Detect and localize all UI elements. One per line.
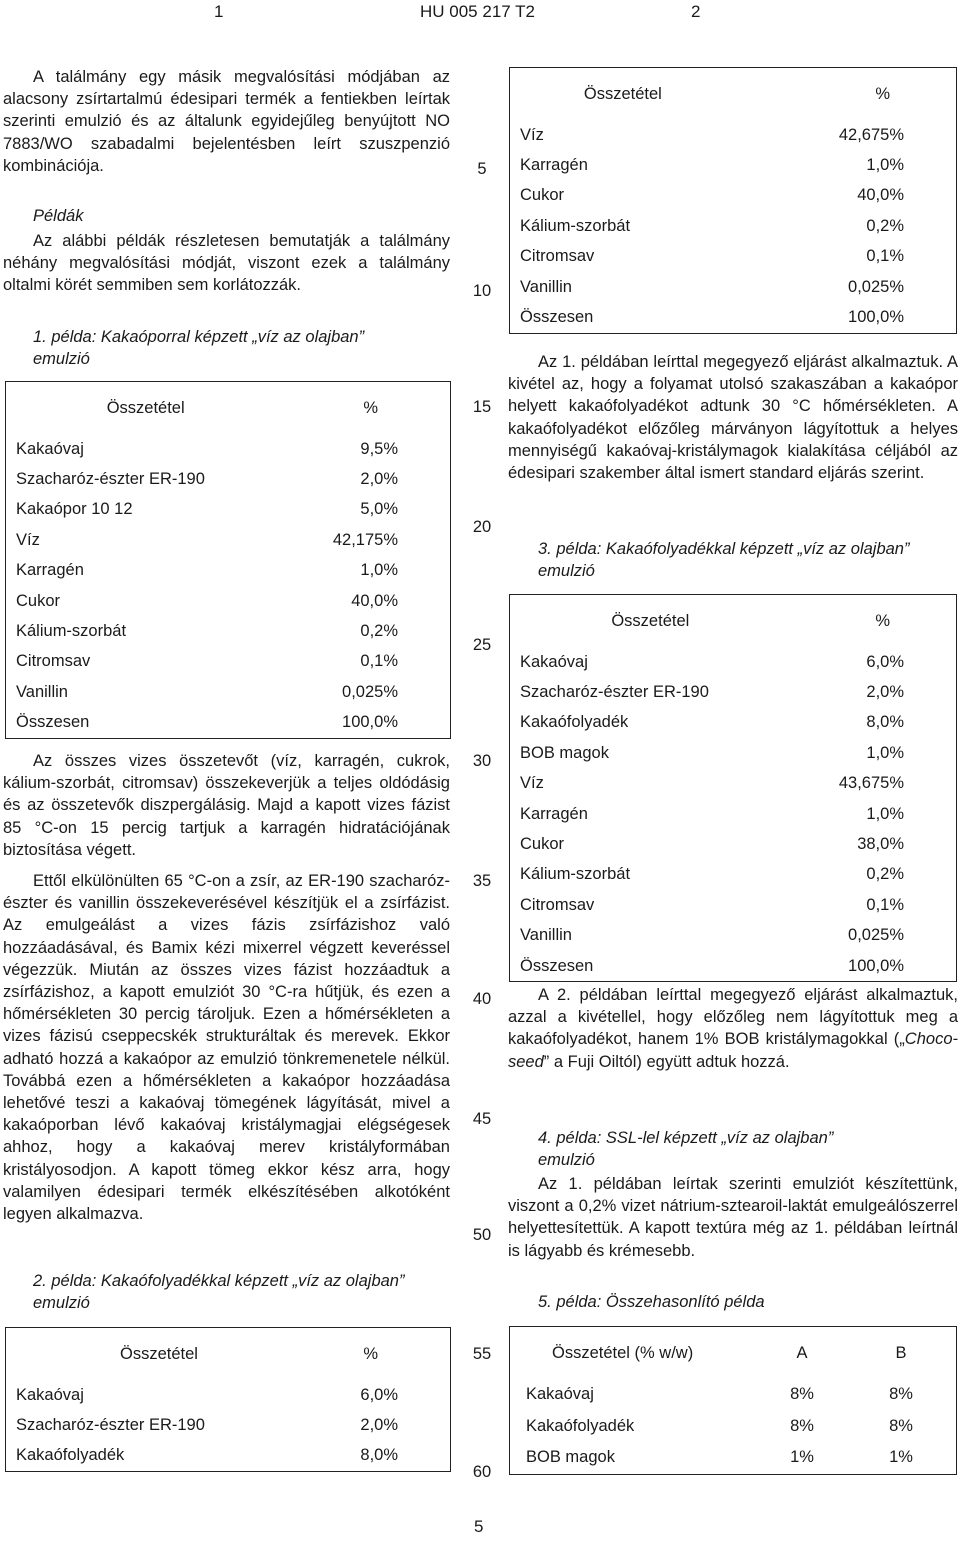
ingredient-percent: 6,0%	[360, 1385, 398, 1404]
example-3-title	[538, 538, 909, 582]
ingredient-percent: 1,0%	[866, 804, 904, 823]
example-1-composition-table	[5, 381, 451, 739]
ingredient-percent: 8,0%	[360, 1446, 398, 1465]
ingredient-percent: 1,0%	[866, 743, 904, 762]
table-row	[510, 708, 957, 738]
table-header-b: B	[895, 1343, 907, 1362]
ingredient-name: BOB magok	[526, 1448, 615, 1467]
ingredient-name: Kálium-szorbát	[520, 865, 631, 884]
ingredient-percent: 5,0%	[360, 500, 398, 519]
footer-page-number: 5	[474, 1517, 484, 1536]
ingredient-name: Citromsav	[16, 652, 91, 671]
ingredient-percent: 42,175%	[332, 530, 398, 549]
table-header-composition: Összetétel	[583, 84, 662, 103]
example-2-title	[33, 1270, 404, 1314]
table-header-row	[6, 1328, 451, 1381]
ingredient-percent: 9,5%	[360, 439, 398, 458]
ingredient-name: Cukor	[16, 591, 61, 610]
ingredient-name: Összesen	[16, 713, 90, 732]
line-number: 45	[472, 1110, 492, 1128]
table-row	[6, 616, 451, 646]
ingredient-name: Kálium-szorbát	[520, 216, 631, 235]
examples-heading: Példák	[33, 207, 84, 225]
example-3-composition-table	[509, 594, 957, 982]
ingredient-name: Kakaóvaj	[16, 439, 84, 458]
table-row	[510, 769, 957, 799]
ingredient-percent: 0,2%	[866, 216, 904, 235]
value-a: 8%	[790, 1385, 814, 1404]
example-2-title-line1: 2. példa: Kakaófolyadékkal képzett „víz az olajban”	[33, 1272, 405, 1290]
table-header-percent: %	[875, 84, 890, 103]
ingredient-percent: 0,2%	[360, 622, 398, 641]
ingredient-name: Víz	[520, 774, 544, 793]
value-a: 8%	[790, 1416, 814, 1435]
value-b: 8%	[889, 1385, 913, 1404]
table-row	[6, 1410, 451, 1440]
table-row	[6, 586, 451, 616]
document-id: HU 005 217 T2	[420, 2, 535, 21]
table-row	[510, 1442, 957, 1474]
table-row	[510, 181, 957, 211]
ingredient-name: Kakaópor 10 12	[16, 500, 133, 519]
para-ex3-text-a: A 2. példában leírttal megegyező eljárást alkalmaztuk, azzal a kivétellel, hogy előzőleg nem lágyítottuk meg a kakaófolyadékot, hanem 1% BOB kristálymagokkal („	[508, 986, 958, 1049]
ingredient-percent: 1,0%	[866, 156, 904, 175]
example-3-title-line2: emulzió	[538, 562, 595, 580]
example-3-title-line1: 3. példa: Kakaófolyadékkal képzett „víz az olajban”	[538, 540, 910, 558]
value-b: 8%	[889, 1416, 913, 1435]
table-row	[510, 242, 957, 272]
table-header-composition: Összetétel	[120, 1344, 198, 1363]
paragraph-example-3-procedure	[508, 984, 958, 1073]
ingredient-name: Kakaóvaj	[526, 1385, 594, 1404]
table-header-row	[6, 382, 451, 435]
ingredient-name: Kakaófolyadék	[520, 713, 629, 732]
ingredient-percent: 0,1%	[866, 895, 904, 914]
ingredient-name: Kakaófolyadék	[16, 1446, 125, 1465]
header-left-page-number: 1	[214, 2, 224, 21]
example-2-title-line2: emulzió	[33, 1294, 90, 1312]
ingredient-name: Citromsav	[520, 247, 595, 266]
table-row	[510, 272, 957, 302]
ingredient-name: Kálium-szorbát	[16, 622, 127, 641]
ingredient-name: Víz	[520, 125, 544, 144]
ingredient-name: Citromsav	[520, 895, 595, 914]
value-b: 1%	[889, 1448, 913, 1467]
ingredient-percent: 38,0%	[857, 835, 904, 854]
table-header-a: A	[796, 1343, 808, 1362]
paragraph-example-2-procedure: Az 1. példában leírttal megegyező eljárást alkalmaztuk. A kivétel az, hogy a folyamat utolsó szakaszában a kakaópor helyett kakaófolyadékot adtunk 30 °C hőmérsékleten. A kakaófolyadékot előzőleg márványon lágyítottuk a helyes mennyiségű kakaóvaj-kristálymagok kialakítása céljából az édesipari szakember által ismert standard eljárás szerint.	[508, 353, 958, 483]
table-header-percent: %	[363, 398, 378, 417]
table-row	[510, 150, 957, 180]
ingredient-name: Szacharóz-észter ER-190	[16, 1416, 205, 1435]
value-a: 1%	[790, 1448, 814, 1467]
line-number: 60	[472, 1463, 492, 1481]
ingredient-name: Vanillin	[520, 926, 572, 945]
ingredient-name: BOB magok	[520, 743, 609, 762]
ingredient-name: Vanillin	[16, 682, 68, 701]
ingredient-name: Kakaóvaj	[520, 652, 588, 671]
intro-paragraph: A találmány egy másik megvalósítási módjában az alacsony zsírtartalmú édesipari termék a fentiekben leírtak szerinti emulzió és az általunk egyidejűleg benyújtott NO 7883/WO szabadalmi bejelentésben leírt szuszpenzió kombinációja.	[3, 68, 450, 175]
table-row	[6, 677, 451, 707]
table-row	[6, 434, 451, 464]
example-4-title-line1: 4. példa: SSL-lel képzett „víz az olajban”	[538, 1129, 834, 1147]
ingredient-name: Karragén	[520, 156, 588, 175]
table-row	[6, 1441, 451, 1472]
ingredient-name: Vanillin	[520, 277, 572, 296]
table-row	[6, 495, 451, 525]
para-ex3-product-name: Choco-seed	[508, 1030, 958, 1071]
paragraph-example-4-procedure: Az 1. példában leírtak szerinti emulziót készítettünk, viszont a 0,2% vizet nátrium-sztearoil-laktát emulgeálószerrel helyettesítettük. A kapott textúra még az 1. példában leírtnál is lágyabb és krémesebb.	[508, 1175, 958, 1260]
table-row	[510, 1379, 957, 1411]
ingredient-percent: 8,0%	[866, 713, 904, 732]
ingredient-percent: 0,025%	[848, 926, 904, 945]
table-header-row	[510, 68, 957, 121]
line-number: 15	[472, 398, 492, 416]
table-header-row	[510, 1327, 957, 1380]
ingredient-percent: 40,0%	[857, 186, 904, 205]
table-header-composition: Összetétel (% w/w)	[552, 1343, 694, 1362]
ingredient-percent: 0,025%	[342, 682, 398, 701]
table-row	[510, 860, 957, 890]
table-header-percent: %	[875, 611, 890, 630]
table-row	[510, 738, 957, 768]
ingredient-name: Kakaófolyadék	[526, 1416, 635, 1435]
example-2-composition-table-part2	[509, 67, 957, 334]
table-row	[510, 302, 957, 333]
example-1-title-line2: emulzió	[33, 350, 90, 368]
ingredient-percent: 40,0%	[351, 591, 398, 610]
table-row	[6, 464, 451, 494]
ingredient-percent: 2,0%	[360, 470, 398, 489]
ingredient-name: Kakaóvaj	[16, 1385, 84, 1404]
table-header-composition: Összetétel	[611, 611, 690, 630]
table-row	[510, 647, 957, 677]
ingredient-name: Összesen	[520, 308, 594, 327]
table-row	[6, 647, 451, 677]
ingredient-percent: 0,1%	[360, 652, 398, 671]
table-row	[6, 556, 451, 586]
ingredient-percent: 2,0%	[866, 683, 904, 702]
ingredient-name: Összesen	[520, 956, 594, 975]
line-number: 40	[472, 990, 492, 1008]
ingredient-percent: 0,1%	[866, 247, 904, 266]
table-row	[510, 1411, 957, 1443]
ingredient-percent: 0,025%	[848, 277, 904, 296]
ingredient-name: Víz	[16, 530, 40, 549]
line-number: 35	[472, 872, 492, 890]
ingredient-percent: 1,0%	[360, 561, 398, 580]
table-row	[6, 525, 451, 555]
line-number: 30	[472, 752, 492, 770]
table-row	[510, 921, 957, 951]
para-ex3-text-b: ” a Fuji Oiltól) együtt adtuk hozzá.	[543, 1052, 790, 1071]
ingredient-percent: 2,0%	[360, 1416, 398, 1435]
example-5-comparison-table	[509, 1326, 957, 1475]
table-header-composition: Összetétel	[106, 398, 185, 417]
ingredient-percent: 100,0%	[848, 956, 904, 975]
line-number: 20	[472, 518, 492, 536]
table-row	[510, 211, 957, 241]
example-5-title: 5. példa: Összehasonlító példa	[538, 1293, 765, 1311]
line-number: 10	[472, 282, 492, 300]
paragraph-fat-phase: Ettől elkülönülten 65 °C-on a zsír, az ER-190 szacharóz-észter és vanillin összekeverésével készítjük el a zsírfázist. Az emulgeálást a vizes fázis zsírfázishoz való hozzáadásával, és Bamix kézi mixerrel végzett keveréssel végezzük. Miután az összes vizes fázist hozzáadtuk a zsírfázishoz, a kapott emulziót 30 °C-ra hűtjük, és ezen a hőmérsékleten 30 percig tároljuk. Ezen a hőmérsékleten a vizes fázisú cseppecskék strukturáltak és merevek. Ekkor adható hozzá a kakaópor az emulzió tönkremenetele nélkül. Továbbá ezen a hőmérsékleten a kakaópor hozzáadása lehetővé teszi a kakaóvaj tömegének lágyítását, mivel a kakaóporban lévő kakaóvaj kristálymagjai elégségesek ahhoz, hogy a kakaóvaj merev kristályformában kristályosodjon. A kapott tömeg ekkor kész arra, hogy valamilyen édesipari termék elkészítésében alkotóként legyen alkalmazva.	[3, 872, 450, 1224]
ingredient-percent: 6,0%	[866, 652, 904, 671]
ingredient-percent: 0,2%	[866, 865, 904, 884]
header-right-page-number: 2	[691, 2, 701, 21]
line-number: 5	[477, 160, 487, 178]
ingredient-percent: 100,0%	[342, 713, 398, 732]
table-row	[510, 677, 957, 707]
example-2-composition-table-part1	[5, 1327, 451, 1472]
ingredient-name: Cukor	[520, 186, 565, 205]
example-4-title-line2: emulzió	[538, 1151, 595, 1169]
ingredient-name: Cukor	[520, 835, 565, 854]
ingredient-name: Szacharóz-észter ER-190	[16, 470, 205, 489]
table-row	[510, 890, 957, 920]
table-row	[6, 1380, 451, 1410]
paragraph-aqueous-phase: Az összes vizes összetevőt (víz, karragén, cukrok, kálium-szorbát, citromsav) összekeverjük a teljes oldódásig és az összetevők diszpergálásig. Majd a kapott vizes fázist 85 °C-on 15 percig tartjuk a karragén hidratációjának biztosítása végett.	[3, 752, 450, 859]
table-header-row	[510, 595, 957, 648]
examples-intro-paragraph: Az alábbi példák részletesen bemutatják a találmány néhány megvalósítási módját, viszont ezek a találmány oltalmi körét semmiben sem korlátozzák.	[3, 232, 450, 295]
line-number: 55	[472, 1345, 492, 1363]
line-number: 50	[472, 1226, 492, 1244]
ingredient-percent: 42,675%	[838, 125, 904, 144]
table-row	[510, 829, 957, 859]
ingredient-percent: 43,675%	[838, 774, 904, 793]
ingredient-name: Karragén	[520, 804, 588, 823]
ingredient-name: Karragén	[16, 561, 84, 580]
example-1-title	[33, 326, 364, 370]
table-row	[510, 799, 957, 829]
ingredient-name: Szacharóz-észter ER-190	[520, 683, 709, 702]
table-header-percent: %	[363, 1344, 378, 1363]
example-4-title	[538, 1127, 833, 1171]
line-number: 25	[472, 636, 492, 654]
table-row	[510, 120, 957, 150]
table-row	[510, 951, 957, 982]
example-1-title-line1: 1. példa: Kakaóporral képzett „víz az olajban”	[33, 328, 365, 346]
ingredient-percent: 100,0%	[848, 308, 904, 327]
table-row	[6, 708, 451, 739]
